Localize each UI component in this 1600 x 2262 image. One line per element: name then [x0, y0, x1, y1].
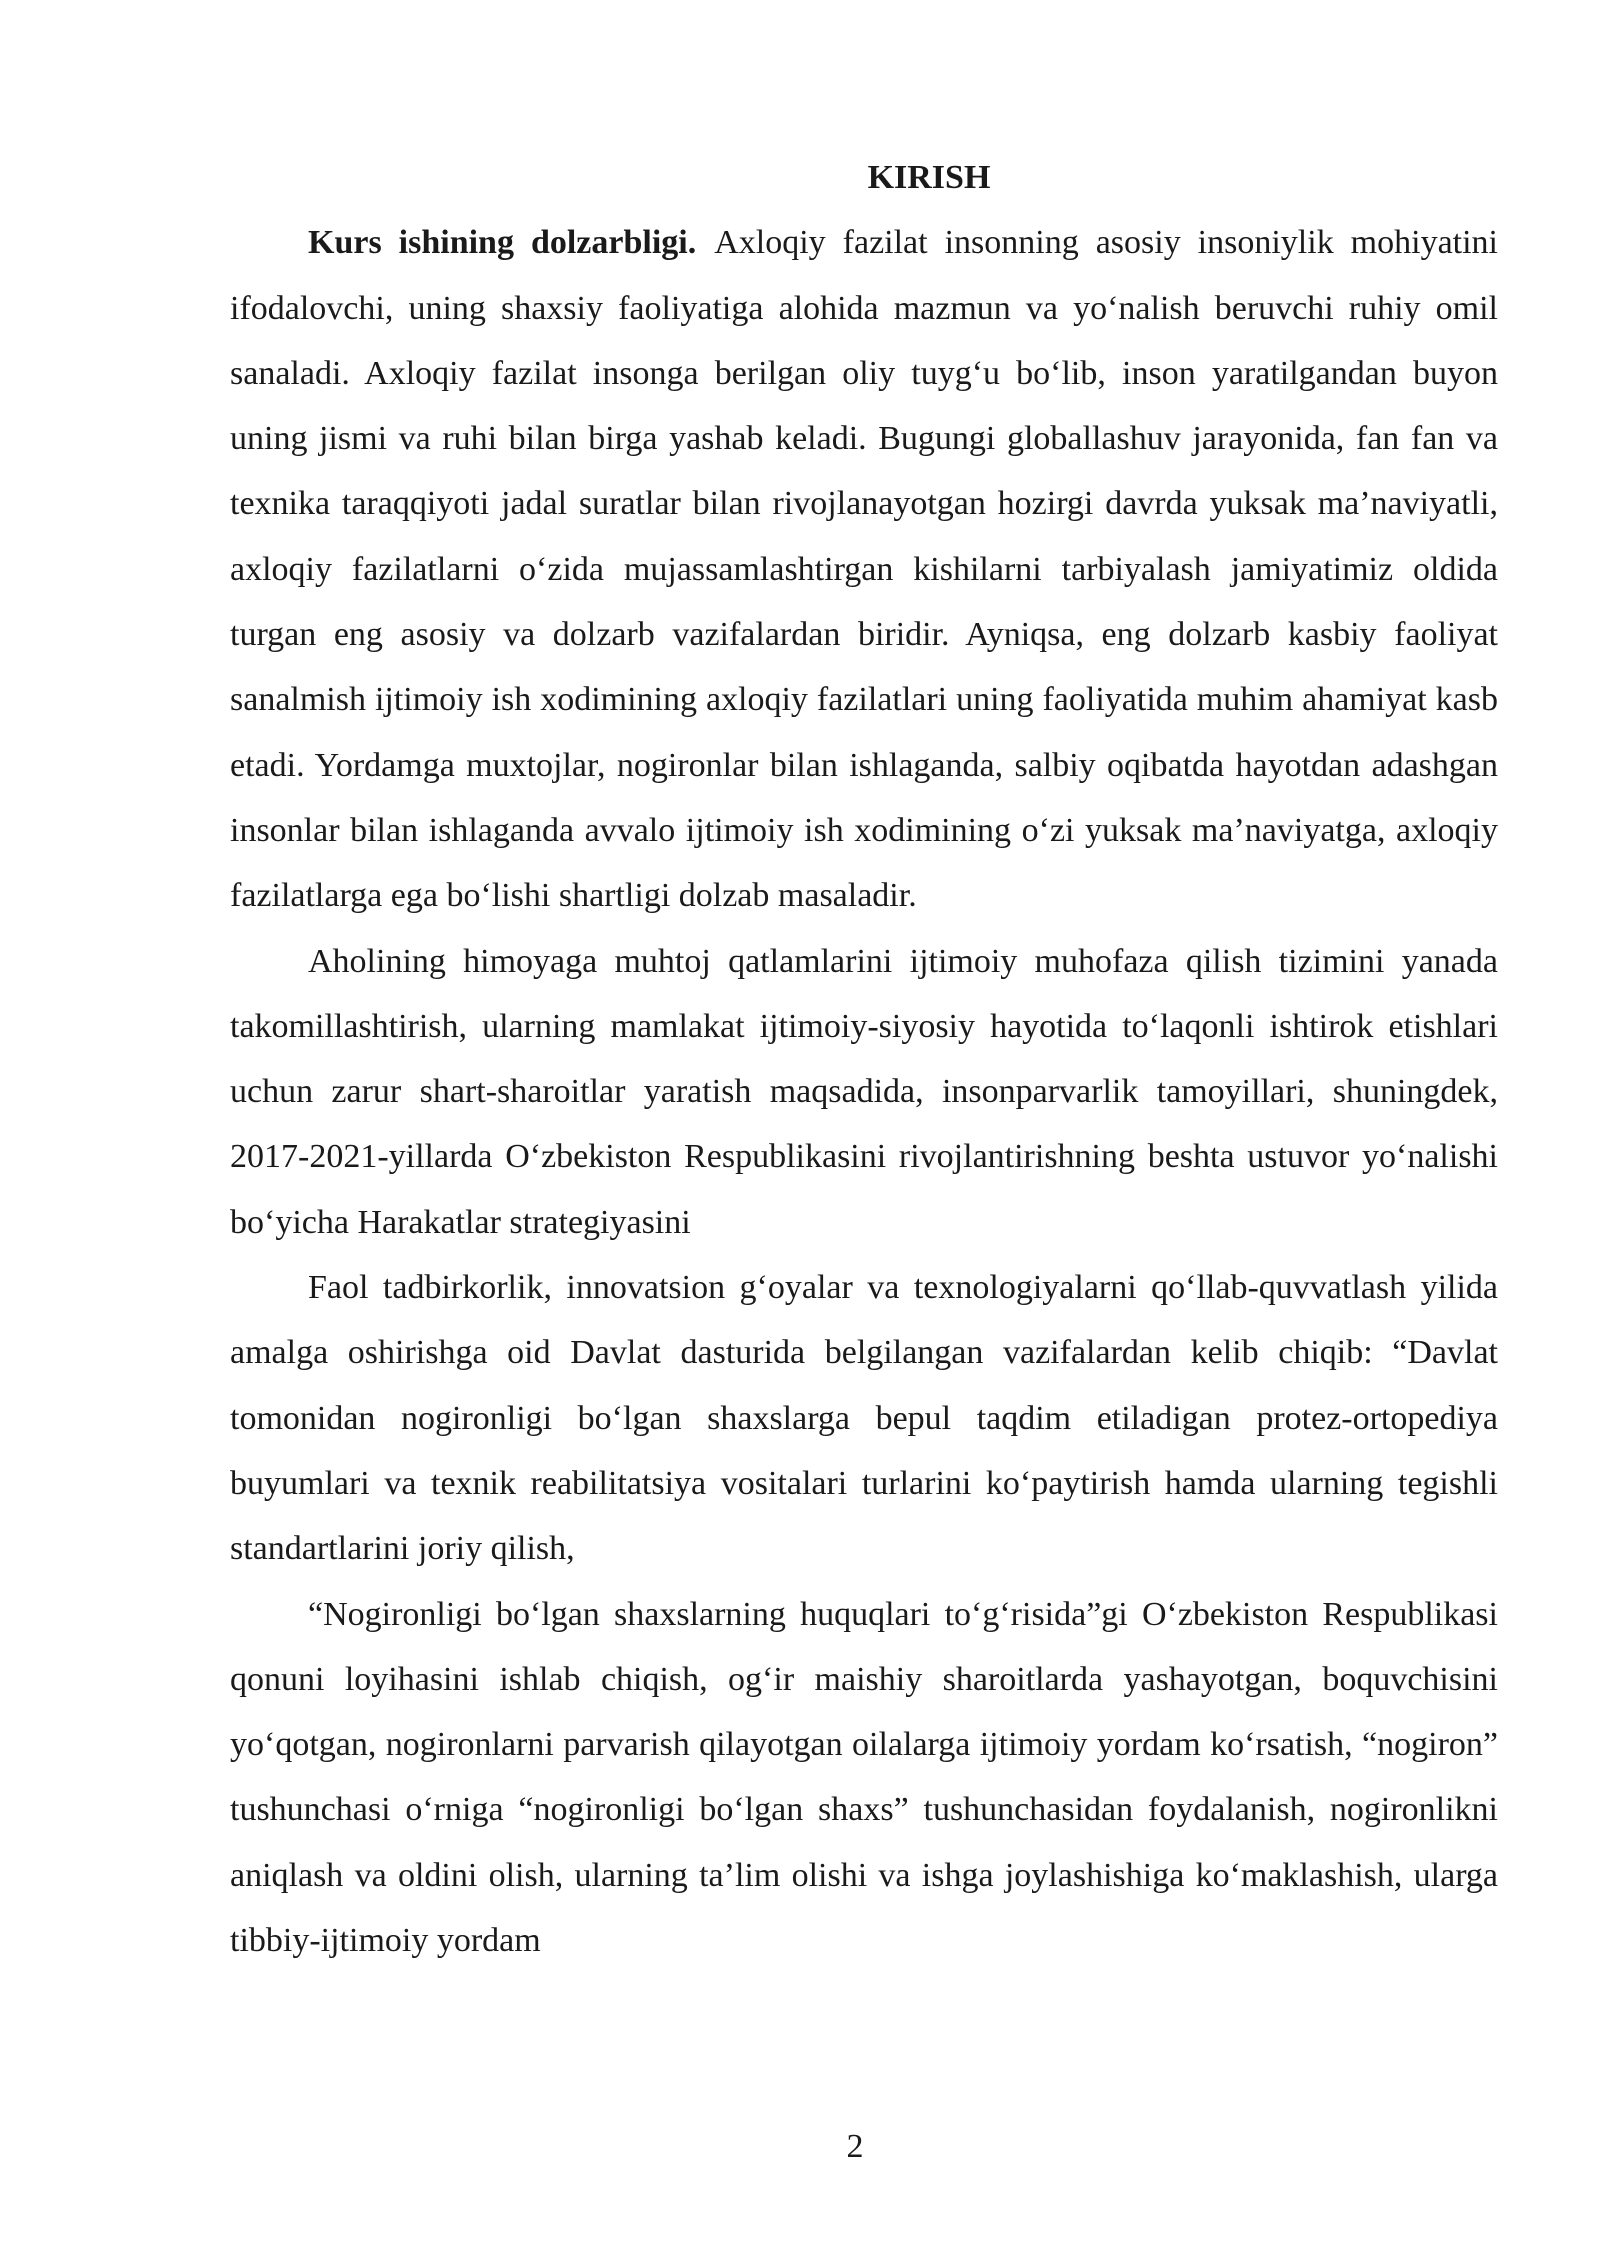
section-heading: KIRISH [867, 159, 991, 196]
body-paragraph: Faol tadbirkorlik, innovatsion g‘oyalar va texnologiyalarni qo‘llab-quvvatlash yilida amalga oshirishga oid Davlat dasturida belgilangan vazifalardan kelib chiqib: “Davlat tomonidan nogironligi bo‘lgan shaxslarga bepul taqdim etiladigan protez-ortopediya buyumlari va texnik reabilitatsiya vositalari turlarini ko‘paytirish hamda ularning tegishli standartlarini joriy qilish, [230, 1269, 1498, 1568]
paragraph-text: Axloqiy fazilat insonning asosiy insoniylik mohiyatini ifodalovchi, uning shaxsiy faoliyatiga alohida mazmun va yo‘nalish beruvchi ruhiy omil sanaladi. Axloqiy fazilat insonga berilgan oliy tuyg‘u bo‘lib, inson yaratilgandan buyon uning jismi va ruhi bilan birga yashab keladi. Bugungi globallashuv jarayonida, fan fan va texnika taraqqiyoti jadal suratlar bilan rivojlanayotgan hozirgi davrda yuksak ma’naviyatli, axloqiy fazilatlarni o‘zida mujassamlashtirgan kishilarni tarbiyalash jamiyatimiz oldida turgan eng asosiy va dolzarb vazifalardan biridir. Ayniqsa, eng dolzarb kasbiy faoliyat sanalmish ijtimoiy ish xodimining axloqiy fazilatlari uning faoliyatida muhim ahamiyat kasb etadi. Yordamga muxtojlar, nogironlar bilan ishlaganda, salbiy oqibatda hayotdan adashgan insonlar bilan ishlaganda avvalo ijtimoiy ish xodimining o‘zi yuksak ma’naviyatga, axloqiy fazilatlarga ega bo‘lishi shartligi dolzab masaladir. [230, 224, 1498, 915]
body-paragraph: Aholining himoyaga muhtoj qatlamlarini ijtimoiy muhofaza qilish tizimini yanada takomillashtirish, ularning mamlakat ijtimoiy-siyosiy hayotida to‘laqonli ishtirok etishlari uchun zarur shart-sharoitlar yaratish maqsadida, insonparvarlik tamoyillari, shuningdek, 2017-2021-yillarda O‘zbekiston Respublikasini rivojlantirishning beshta ustuvor yo‘nalishi bo‘yicha Harakatlar strategiyasini [230, 942, 1498, 1241]
intro-paragraph [230, 210, 1498, 928]
page-number: 2 [846, 2128, 864, 2165]
page-body [230, 145, 1498, 1973]
body-paragraph: “Nogironligi bo‘lgan shaxslarning huquqlari to‘g‘risida”gi O‘zbekiston Respublikasi qonuni loyihasini ishlab chiqish, og‘ir maishiy sharoitlarda yashayotgan, boquvchisini yo‘qotgan, nogironlarni parvarish qilayotgan oilalarga ijtimoiy yordam ko‘rsatish, “nogiron” tushunchasi o‘rniga “nogironligi bo‘lgan shaxs” tushunchasidan foydalanish, nogironlikni aniqlash va oldini olish, ularning ta’lim olishi va ishga joylashishiga ko‘maklashish, ularga tibbiy-ijtimoiy yordam [230, 1595, 1498, 1960]
paragraph-lead: Kurs ishining dolzarbligi. [308, 224, 697, 262]
